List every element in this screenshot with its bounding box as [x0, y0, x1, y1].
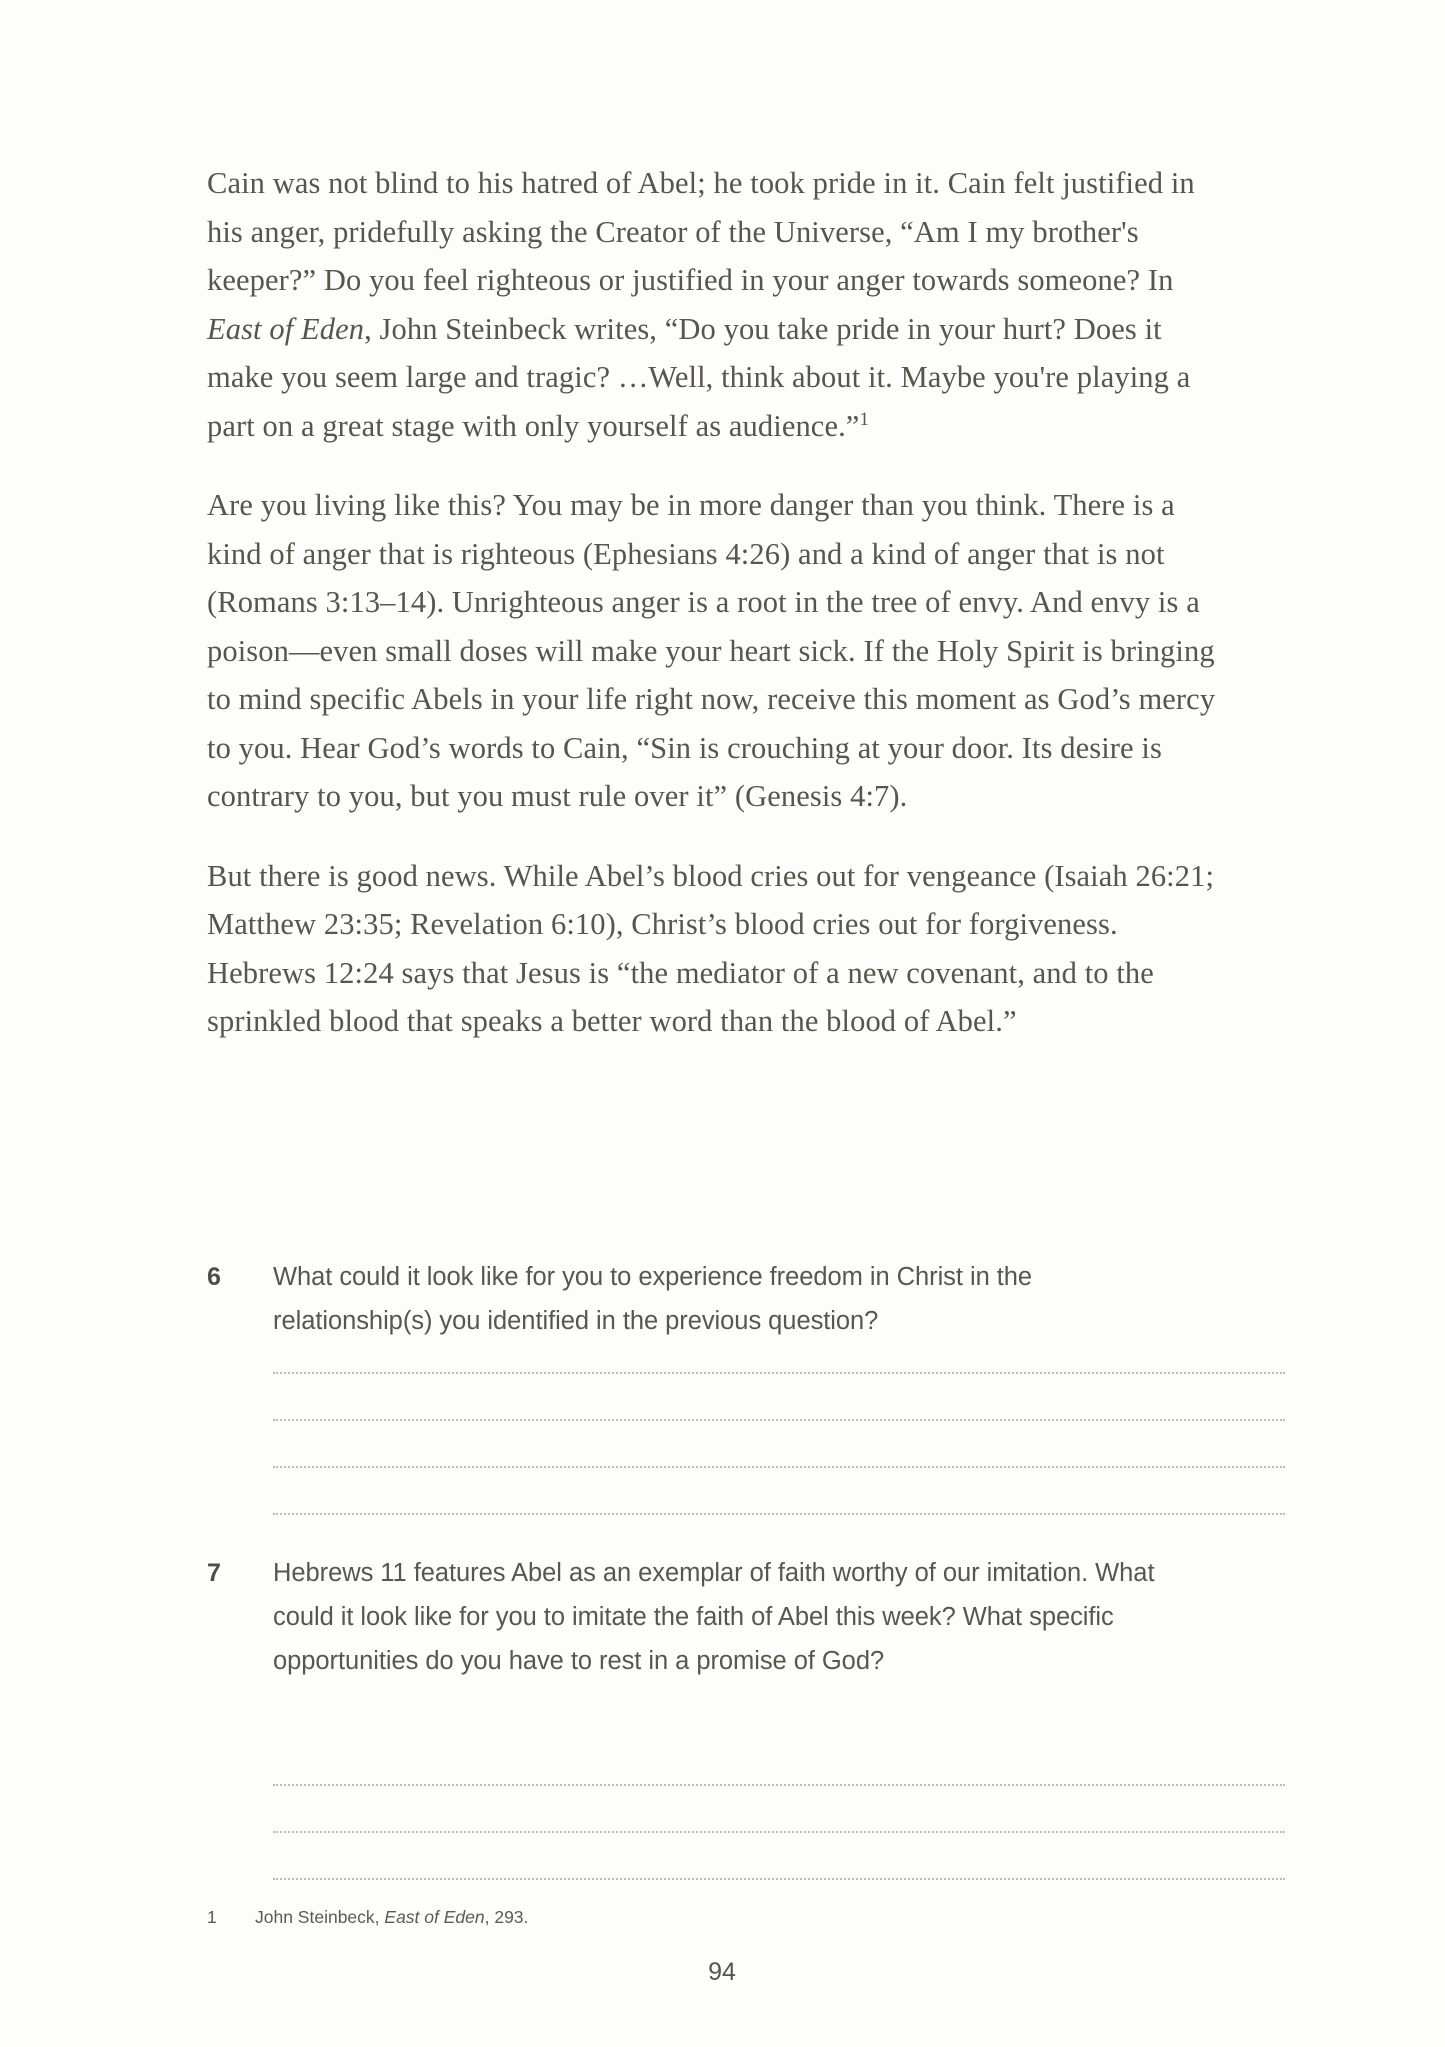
footnote-entry — [207, 1905, 1219, 1929]
page-content-column — [207, 0, 1237, 2047]
answer-lines-7[interactable] — [273, 1739, 1285, 1880]
question-item-7 — [207, 1551, 1219, 1683]
answer-line[interactable] — [273, 1786, 1285, 1833]
answer-line[interactable] — [273, 1374, 1285, 1421]
footnote-reference-1[interactable]: 1 — [859, 408, 869, 430]
footnote-author: John Steinbeck, — [255, 1907, 385, 1927]
question-number-7: 7 — [207, 1559, 221, 1587]
footnote-number: 1 — [207, 1907, 217, 1927]
paragraph-2: Are you living like this? You may be in more danger than you think. There is a kind of anger that is righteous (Ephesians 4:26) and a kind of anger that is not (Romans 3:13–14). Unrighteous anger is a root in the tree of envy. And envy is a poison—even small doses will make your heart sick. If the Holy Spirit is bringing to mind specific Abels in your life right now, receive this moment as God’s mercy to you. Hear God’s words to Cain, “Sin is crouching at your door. Its desire is contrary to you, but you must rule over it” (Genesis 4:7). — [207, 488, 1216, 813]
question-number-6: 6 — [207, 1263, 221, 1291]
answer-line[interactable] — [273, 1468, 1285, 1515]
paragraph-3: But there is good news. While Abel’s blood cries out for vengeance (Isaiah 26:21; Matthew 23:35; Revelation 6:10), Christ’s blood cries out for forgiveness. Hebrews 12:24 says that Jesus is “the mediator of a new covenant, and to the sprinkled blood that speaks a better word than the blood of Abel.” — [207, 858, 1215, 1038]
page-number: 94 — [708, 1958, 736, 1986]
footnote-page: , 293. — [484, 1907, 529, 1927]
question-text-7: Hebrews 11 features Abel as an exemplar of faith worthy of our imitation. What could it look like for you to imitate the faith of Abel this week? What specific opportunities do you have to rest in a promise of God? — [273, 1559, 1155, 1675]
paragraph-1-run-1: Cain was not blind to his hatred of Abel; he took pride in it. Cain felt justified in his anger, pridefully asking the Creator of the Universe, “Am I my brother's keeper?” Do you feel righteous or justified in your anger towards someone? In — [207, 166, 1195, 297]
footnote-title: East of Eden — [384, 1907, 485, 1927]
answer-line[interactable] — [273, 1421, 1285, 1468]
answer-line[interactable] — [273, 1327, 1285, 1374]
book-title-east-of-eden: East of Eden — [207, 311, 365, 346]
answer-lines-6[interactable] — [273, 1327, 1285, 1515]
answer-line[interactable] — [273, 1739, 1285, 1786]
question-text-6: What could it look like for you to experience freedom in Christ in the relationship(s) you identified in the previous question? — [273, 1263, 1033, 1335]
paragraph-1-run-3: , John Steinbeck writes, “Do you take pride in your hurt? Does it make you seem large and tragic? …Well, think about it. Maybe you're playing a part on a great stage with only yourself as audience.” — [207, 311, 1191, 443]
body-text-block — [207, 159, 1219, 1077]
paragraph-1 — [207, 159, 1219, 450]
answer-line[interactable] — [273, 1833, 1285, 1880]
